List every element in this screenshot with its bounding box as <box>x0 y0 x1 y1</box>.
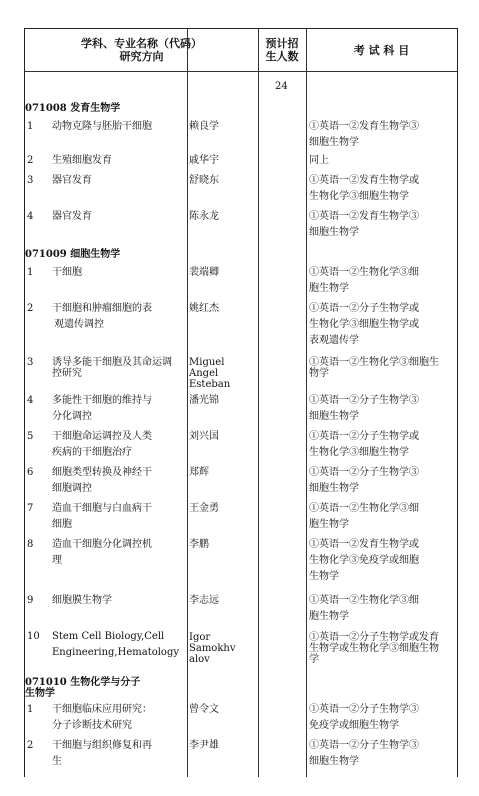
exam-subjects <box>309 501 419 533</box>
tutor-name <box>189 537 209 553</box>
row-number: 7 <box>27 503 34 514</box>
exam-line: ①英语一②发育生物学③ <box>309 121 419 132</box>
exam-subjects <box>309 429 419 461</box>
research-direction-line: 观遗传调控 <box>54 319 104 330</box>
exam-line: ①英语一②生物化学③细 <box>309 503 419 514</box>
research-direction-line: 细胞调控 <box>52 483 92 494</box>
tutor-name-line: 舒晓东 <box>189 175 219 186</box>
row-number: 8 <box>27 539 34 550</box>
exam-line: ①英语一②生物化学③细 <box>309 267 419 278</box>
exam-line: ①英语一②发育生物学或 <box>309 175 419 186</box>
exam-subjects <box>309 153 329 169</box>
tutor-name-line: Samokhv <box>189 643 236 654</box>
exam-subjects <box>309 702 419 734</box>
research-direction <box>52 153 112 169</box>
tutor-name <box>189 593 219 609</box>
tutor-name <box>189 357 230 390</box>
header-subject <box>25 37 258 63</box>
major-heading-line2: 生物学 <box>25 688 55 699</box>
research-direction-line: 分化调控 <box>52 411 92 422</box>
exam-line: 生物化学③细胞生物学 <box>309 447 409 458</box>
research-direction <box>52 393 152 425</box>
tutor-name-line: 赖良学 <box>189 121 219 132</box>
research-direction-line: 分子诊断技术研究 <box>52 720 132 731</box>
exam-line: 细胞生物学 <box>309 137 359 148</box>
row-number: 6 <box>27 467 34 478</box>
research-direction <box>52 301 152 333</box>
header-research-direction: 研究方向 <box>119 50 164 63</box>
research-direction <box>52 209 92 225</box>
exam-line: 细胞生物学 <box>309 411 359 422</box>
header-divider <box>25 71 457 72</box>
exam-line: 生物化学③免疫学或细胞 <box>309 555 419 566</box>
header-quota-line2: 生人数 <box>265 50 299 63</box>
research-direction-line: Stem Cell Biology,Cell <box>52 631 165 642</box>
research-direction <box>52 357 172 379</box>
tutor-name-line: 刘兴国 <box>189 431 219 442</box>
exam-line: ①英语一②分子生物学③ <box>309 395 419 406</box>
row-number: 2 <box>27 740 34 751</box>
exam-subjects <box>309 537 419 585</box>
exam-line: ①英语一②分子生物学③ <box>309 740 419 751</box>
research-direction-line: 干细胞 <box>52 267 82 278</box>
research-direction-line: 动物克隆与胚胎干细胞 <box>52 121 152 132</box>
exam-line: 生物学 <box>309 571 339 582</box>
research-direction <box>52 265 82 281</box>
research-direction-line: 理 <box>52 555 62 566</box>
exam-line: 物学 <box>309 368 329 379</box>
exam-subjects <box>309 465 419 497</box>
research-direction <box>52 537 152 569</box>
tutor-name <box>189 465 209 481</box>
exam-subjects <box>309 738 419 770</box>
research-direction-line: 细胞类型转换及神经干 <box>52 467 152 478</box>
row-number: 5 <box>27 431 34 442</box>
tutor-name-line: 王金勇 <box>189 503 219 514</box>
research-direction-line: 细胞 <box>52 519 72 530</box>
research-direction <box>52 465 152 497</box>
exam-line: ①英语一②分子生物学或 <box>309 431 419 442</box>
research-direction-line: 干细胞和肿瘤细胞的表 <box>52 303 152 314</box>
exam-line: 生物学或生物化学③细胞生物 <box>309 643 439 654</box>
major-heading: 071009 细胞生物学 <box>25 249 121 260</box>
exam-subjects <box>309 301 419 349</box>
exam-subjects <box>309 632 439 665</box>
tutor-name-line: 李鹏 <box>189 539 209 550</box>
exam-line: ①英语一②分子生物学或 <box>309 303 419 314</box>
tutor-name <box>189 173 219 189</box>
exam-subjects <box>309 357 439 379</box>
exam-line: 学 <box>309 654 319 665</box>
tutor-name <box>189 119 219 135</box>
research-direction-line: 疾病的干细胞治疗 <box>52 447 132 458</box>
tutor-name-line: 姚红杰 <box>189 303 219 314</box>
exam-line: 胞生物学 <box>309 283 349 294</box>
tutor-name <box>189 265 219 281</box>
exam-line: 生物化学③细胞生物学或 <box>309 319 419 330</box>
tutor-name <box>189 153 219 169</box>
tutor-name <box>189 301 219 317</box>
tutor-name-line: 曾令文 <box>189 704 219 715</box>
tutor-name <box>189 738 219 754</box>
quota-value: 24 <box>275 81 288 92</box>
row-number: 2 <box>27 155 34 166</box>
research-direction <box>52 593 112 609</box>
exam-line: 免疫学或细胞生物学 <box>309 720 399 731</box>
exam-line: 细胞生物学 <box>309 227 359 238</box>
exam-line: 同上 <box>309 155 329 166</box>
tutor-name-line: 李尹雄 <box>189 740 219 751</box>
tutor-name-line: 潘光锦 <box>189 395 219 406</box>
row-number: 2 <box>27 303 34 314</box>
tutor-name-line: 裴端卿 <box>189 267 219 278</box>
exam-subjects <box>309 119 419 151</box>
research-direction-line: 细胞膜生物学 <box>52 595 112 606</box>
research-direction <box>52 629 179 661</box>
row-number: 1 <box>27 121 34 132</box>
column-divider <box>306 29 307 777</box>
research-direction-line: 控研究 <box>52 368 82 379</box>
research-direction-line: 造血干细胞分化调控机 <box>52 539 152 550</box>
tutor-name <box>189 209 219 225</box>
tutor-name-line: alov <box>189 654 210 665</box>
exam-subjects <box>309 393 419 425</box>
tutor-name-line: 李志远 <box>189 595 219 606</box>
exam-line: ①英语一②生物化学③细 <box>309 595 419 606</box>
row-number: 3 <box>27 357 34 368</box>
header-quota <box>258 37 306 63</box>
major-heading: 071008 发育生物学 <box>25 103 121 114</box>
row-number: 4 <box>27 211 34 222</box>
tutor-name-line: Igor <box>189 632 211 643</box>
research-direction <box>52 429 152 461</box>
tutor-name-line: Angel <box>189 368 219 379</box>
exam-line: ①英语一②发育生物学③ <box>309 211 419 222</box>
exam-line: ①英语一②生物化学③细胞生 <box>309 357 439 368</box>
exam-line: ①英语一②发育生物学或 <box>309 539 419 550</box>
admission-table <box>24 28 458 777</box>
research-direction-line: 干细胞命运调控及人类 <box>52 431 152 442</box>
header-quota-line1: 预计招 <box>265 37 299 50</box>
tutor-name-line: 陈永龙 <box>189 211 219 222</box>
tutor-name <box>189 429 219 445</box>
exam-subjects <box>309 173 419 205</box>
research-direction-line: 多能性干细胞的维持与 <box>52 395 152 406</box>
exam-line: 胞生物学 <box>309 611 349 622</box>
exam-line: 生物化学③细胞生物学 <box>309 191 409 202</box>
header-exam-subjects: 考 试 科 目 <box>353 44 410 57</box>
exam-line: 细胞生物学 <box>309 756 359 767</box>
exam-subjects <box>309 593 419 625</box>
row-number: 1 <box>27 267 34 278</box>
research-direction <box>52 501 152 533</box>
tutor-name-line: 郑辉 <box>189 467 209 478</box>
tutor-name <box>189 702 219 718</box>
row-number: 10 <box>27 631 40 642</box>
major-heading-line1: 071010 生物化学与分子 <box>25 677 141 688</box>
research-direction-line: 生 <box>52 756 62 767</box>
tutor-name <box>189 393 219 409</box>
major-heading <box>25 677 140 699</box>
exam-line: ①英语一②分子生物学③ <box>309 467 419 478</box>
research-direction-line: 干细胞临床应用研究： <box>52 704 152 715</box>
row-number: 9 <box>27 595 34 606</box>
research-direction-line: 造血干细胞与白血病干 <box>52 503 152 514</box>
tutor-name-line: 戚华宇 <box>189 155 219 166</box>
tutor-name <box>189 632 235 665</box>
exam-subjects <box>309 209 419 241</box>
research-direction <box>52 702 152 734</box>
tutor-name-line: Miguel <box>189 357 225 368</box>
exam-line: ①英语一②分子生物学③ <box>309 704 419 715</box>
research-direction <box>52 173 92 189</box>
column-divider <box>187 29 188 777</box>
exam-line: 胞生物学 <box>309 519 349 530</box>
exam-line: ①英语一②分子生物学或发育 <box>309 632 439 643</box>
research-direction <box>52 119 152 135</box>
header-subject-title: 学科、专业名称（代码） <box>81 37 202 50</box>
research-direction-line: 诱导多能干细胞及其命运调 <box>52 357 172 368</box>
research-direction-line: 器官发育 <box>52 175 92 186</box>
exam-subjects <box>309 265 419 297</box>
row-number: 4 <box>27 395 34 406</box>
row-number: 3 <box>27 175 34 186</box>
exam-line: 细胞生物学 <box>309 483 359 494</box>
exam-line: 表观遗传学 <box>309 335 359 346</box>
research-direction-line: Engineering,Hematology <box>52 647 180 658</box>
tutor-name <box>189 501 219 517</box>
research-direction-line: 生殖细胞发育 <box>52 155 112 166</box>
row-number: 1 <box>27 704 34 715</box>
column-divider <box>258 29 259 777</box>
research-direction-line: 干细胞与组织修复和再 <box>52 740 152 751</box>
research-direction-line: 器官发育 <box>52 211 92 222</box>
tutor-name-line: Esteban <box>189 379 231 390</box>
research-direction <box>52 738 152 770</box>
